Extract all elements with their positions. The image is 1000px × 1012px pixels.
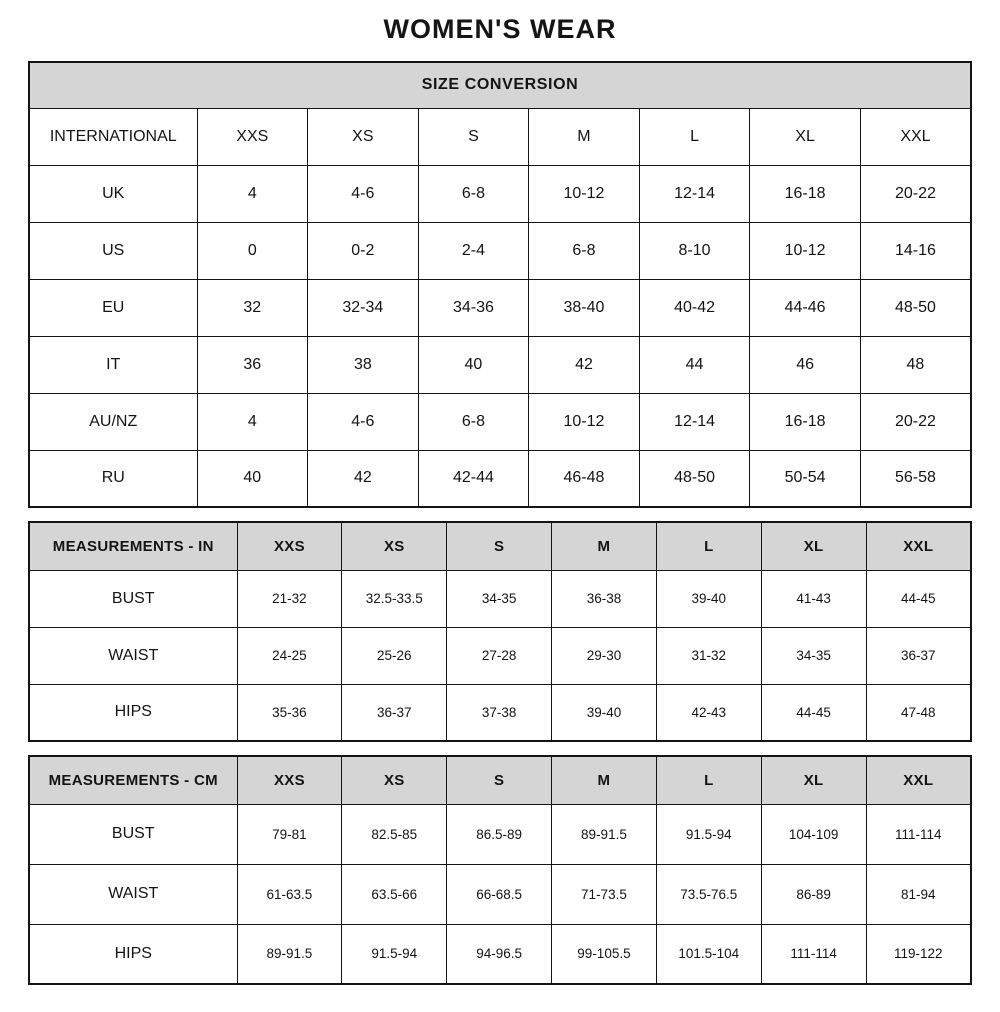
- table-cell: 41-43: [761, 570, 866, 627]
- table-cell: 8-10: [639, 222, 750, 279]
- table-cell: 20-22: [860, 165, 971, 222]
- row-label: BUST: [29, 570, 237, 627]
- table-cell: 44-46: [750, 279, 861, 336]
- table-row-bust-in: [29, 570, 971, 627]
- table-cell: 42-44: [418, 450, 529, 507]
- table-cell: 4-6: [308, 393, 419, 450]
- table-cell: 35-36: [237, 684, 342, 741]
- table-cell: 50-54: [750, 450, 861, 507]
- table-cell: 86-89: [761, 864, 866, 924]
- table-cell: 16-18: [750, 165, 861, 222]
- measurements-cm-table: [28, 755, 972, 985]
- table-cell: 56-58: [860, 450, 971, 507]
- table-cell: 37-38: [447, 684, 552, 741]
- table-cell: 34-35: [447, 570, 552, 627]
- size-conversion-column-row: [29, 108, 971, 165]
- column-header-xs: XS: [342, 756, 447, 804]
- row-label: IT: [29, 336, 197, 393]
- table-cell: 40: [418, 336, 529, 393]
- table-cell: 6-8: [529, 222, 640, 279]
- row-label: US: [29, 222, 197, 279]
- column-header-l: L: [639, 108, 750, 165]
- table-cell: 29-30: [552, 627, 657, 684]
- table-row-ru: [29, 450, 971, 507]
- measurements-cm-header: MEASUREMENTS - CM: [29, 756, 237, 804]
- table-cell: 16-18: [750, 393, 861, 450]
- table-cell: 79-81: [237, 804, 342, 864]
- column-header-xxl: XXL: [866, 522, 971, 570]
- column-header-xxs: XXS: [237, 522, 342, 570]
- table-cell: 61-63.5: [237, 864, 342, 924]
- table-row-eu: [29, 279, 971, 336]
- table-cell: 104-109: [761, 804, 866, 864]
- column-header-s: S: [447, 522, 552, 570]
- column-header-m: M: [529, 108, 640, 165]
- table-cell: 31-32: [656, 627, 761, 684]
- measurements-cm-header-row: [29, 756, 971, 804]
- table-cell: 42-43: [656, 684, 761, 741]
- table-row-hips-in: [29, 684, 971, 741]
- column-header-xl: XL: [750, 108, 861, 165]
- table-cell: 48: [860, 336, 971, 393]
- table-row-aunz: [29, 393, 971, 450]
- row-label: RU: [29, 450, 197, 507]
- row-label: UK: [29, 165, 197, 222]
- table-cell: 0-2: [308, 222, 419, 279]
- table-cell: 36-37: [342, 684, 447, 741]
- column-header-xl: XL: [761, 756, 866, 804]
- table-cell: 89-91.5: [237, 924, 342, 984]
- row-label: AU/NZ: [29, 393, 197, 450]
- table-cell: 38-40: [529, 279, 640, 336]
- table-cell: 4: [197, 165, 308, 222]
- table-cell: 6-8: [418, 165, 529, 222]
- table-cell: 10-12: [529, 165, 640, 222]
- column-header-xs: XS: [342, 522, 447, 570]
- table-cell: 91.5-94: [656, 804, 761, 864]
- column-header-l: L: [656, 756, 761, 804]
- table-cell: 38: [308, 336, 419, 393]
- table-cell: 20-22: [860, 393, 971, 450]
- row-label: WAIST: [29, 627, 237, 684]
- table-row-waist-cm: [29, 864, 971, 924]
- table-cell: 21-32: [237, 570, 342, 627]
- table-cell: 32-34: [308, 279, 419, 336]
- table-row-it: [29, 336, 971, 393]
- column-header-xxs: XXS: [237, 756, 342, 804]
- table-cell: 44-45: [761, 684, 866, 741]
- table-cell: 4-6: [308, 165, 419, 222]
- table-row-us: [29, 222, 971, 279]
- table-cell: 34-36: [418, 279, 529, 336]
- table-cell: 2-4: [418, 222, 529, 279]
- table-cell: 48-50: [860, 279, 971, 336]
- table-cell: 48-50: [639, 450, 750, 507]
- table-row-bust-cm: [29, 804, 971, 864]
- table-cell: 119-122: [866, 924, 971, 984]
- table-cell: 36-37: [866, 627, 971, 684]
- table-cell: 12-14: [639, 393, 750, 450]
- column-header-international: INTERNATIONAL: [29, 108, 197, 165]
- table-row-waist-in: [29, 627, 971, 684]
- table-cell: 86.5-89: [447, 804, 552, 864]
- table-cell: 34-35: [761, 627, 866, 684]
- table-cell: 63.5-66: [342, 864, 447, 924]
- table-cell: 39-40: [656, 570, 761, 627]
- size-conversion-banner-row: [29, 62, 971, 108]
- table-cell: 66-68.5: [447, 864, 552, 924]
- column-header-xxs: XXS: [197, 108, 308, 165]
- table-cell: 36-38: [552, 570, 657, 627]
- table-cell: 12-14: [639, 165, 750, 222]
- row-label: HIPS: [29, 684, 237, 741]
- column-header-m: M: [552, 756, 657, 804]
- table-cell: 14-16: [860, 222, 971, 279]
- column-header-xs: XS: [308, 108, 419, 165]
- table-cell: 73.5-76.5: [656, 864, 761, 924]
- table-cell: 32.5-33.5: [342, 570, 447, 627]
- table-cell: 71-73.5: [552, 864, 657, 924]
- table-cell: 89-91.5: [552, 804, 657, 864]
- table-cell: 42: [529, 336, 640, 393]
- table-cell: 39-40: [552, 684, 657, 741]
- table-cell: 27-28: [447, 627, 552, 684]
- column-header-s: S: [447, 756, 552, 804]
- table-cell: 40: [197, 450, 308, 507]
- table-cell: 44: [639, 336, 750, 393]
- table-cell: 42: [308, 450, 419, 507]
- table-cell: 91.5-94: [342, 924, 447, 984]
- row-label: EU: [29, 279, 197, 336]
- table-cell: 111-114: [761, 924, 866, 984]
- table-cell: 99-105.5: [552, 924, 657, 984]
- table-cell: 82.5-85: [342, 804, 447, 864]
- row-label: WAIST: [29, 864, 237, 924]
- table-cell: 101.5-104: [656, 924, 761, 984]
- column-header-xxl: XXL: [860, 108, 971, 165]
- table-cell: 44-45: [866, 570, 971, 627]
- table-cell: 46: [750, 336, 861, 393]
- size-conversion-table: [28, 61, 972, 508]
- table-cell: 4: [197, 393, 308, 450]
- table-cell: 10-12: [750, 222, 861, 279]
- table-cell: 47-48: [866, 684, 971, 741]
- table-cell: 81-94: [866, 864, 971, 924]
- table-cell: 111-114: [866, 804, 971, 864]
- row-label: HIPS: [29, 924, 237, 984]
- table-cell: 46-48: [529, 450, 640, 507]
- page-title: WOMEN'S WEAR: [383, 14, 617, 44]
- table-cell: 36: [197, 336, 308, 393]
- column-header-s: S: [418, 108, 529, 165]
- column-header-m: M: [552, 522, 657, 570]
- row-label: BUST: [29, 804, 237, 864]
- table-cell: 0: [197, 222, 308, 279]
- measurements-in-header-row: [29, 522, 971, 570]
- table-cell: 40-42: [639, 279, 750, 336]
- table-cell: 24-25: [237, 627, 342, 684]
- column-header-xxl: XXL: [866, 756, 971, 804]
- table-cell: 25-26: [342, 627, 447, 684]
- size-conversion-header: SIZE CONVERSION: [29, 62, 971, 108]
- table-cell: 6-8: [418, 393, 529, 450]
- table-cell: 94-96.5: [447, 924, 552, 984]
- column-header-l: L: [656, 522, 761, 570]
- table-cell: 32: [197, 279, 308, 336]
- table-cell: 10-12: [529, 393, 640, 450]
- table-row-hips-cm: [29, 924, 971, 984]
- table-row-uk: [29, 165, 971, 222]
- column-header-xl: XL: [761, 522, 866, 570]
- measurements-in-header: MEASUREMENTS - IN: [29, 522, 237, 570]
- measurements-in-table: [28, 521, 972, 742]
